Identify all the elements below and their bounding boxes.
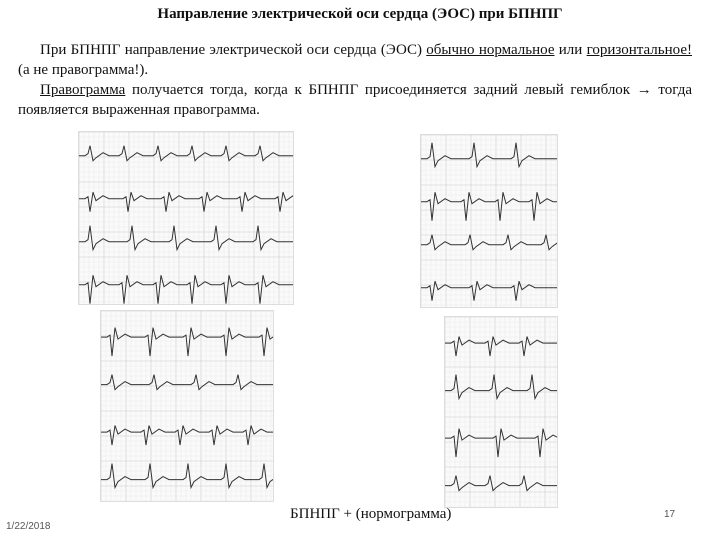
- ecg-caption: БПНПГ + (нормограмма): [290, 506, 452, 522]
- ecg-lead-trace: [421, 192, 557, 221]
- ecg-lead-trace: [79, 275, 293, 304]
- ecg-trace-top-left: [79, 132, 293, 304]
- ecg-lead-trace: [101, 375, 273, 390]
- ecg-strip-bottom-right: [444, 316, 558, 508]
- slide-date: 1/22/2018: [6, 521, 51, 532]
- ecg-lead-trace: [421, 235, 557, 250]
- ecg-lead-trace: [79, 146, 293, 161]
- ecg-strip-top-right: [420, 134, 558, 308]
- ecg-trace-top-right: [421, 135, 557, 307]
- p2-text: получается тогда, когда к БПНПГ присоединяется задний левый гемиблок → тогда появляется выраженная правограмма.: [18, 82, 692, 118]
- ecg-lead-trace: [421, 143, 557, 167]
- p1-text-end: (а не правограмма!).: [18, 62, 149, 78]
- p2-underline-right: Правограмма: [40, 82, 126, 98]
- ecg-lead-trace: [421, 281, 557, 301]
- ecg-lead-trace: [101, 426, 273, 446]
- paragraph-right-axis: [18, 80, 692, 120]
- ecg-lead-trace: [79, 226, 293, 250]
- slide-title: Направление электрической оси сердца (ЭОС) при БПНПГ: [157, 6, 563, 22]
- p1-underline-horizontal: горизонтальное!: [586, 42, 692, 58]
- page-number: 17: [664, 509, 676, 520]
- ecg-lead-trace: [101, 464, 273, 488]
- p1-underline-normal: обычно нормальное: [426, 42, 555, 58]
- p1-text-mid: или: [554, 42, 587, 58]
- ecg-lead-trace: [101, 328, 273, 357]
- paragraph-axis-normal: [18, 40, 692, 80]
- p1-text-start: При БПНПГ направление электрической оси сердца (ЭОС): [40, 42, 427, 58]
- ecg-strip-bottom-left: [100, 310, 274, 502]
- ecg-trace-bottom-right: [445, 317, 557, 507]
- ecg-strip-top-left: [78, 131, 294, 305]
- ecg-trace-bottom-left: [101, 311, 273, 501]
